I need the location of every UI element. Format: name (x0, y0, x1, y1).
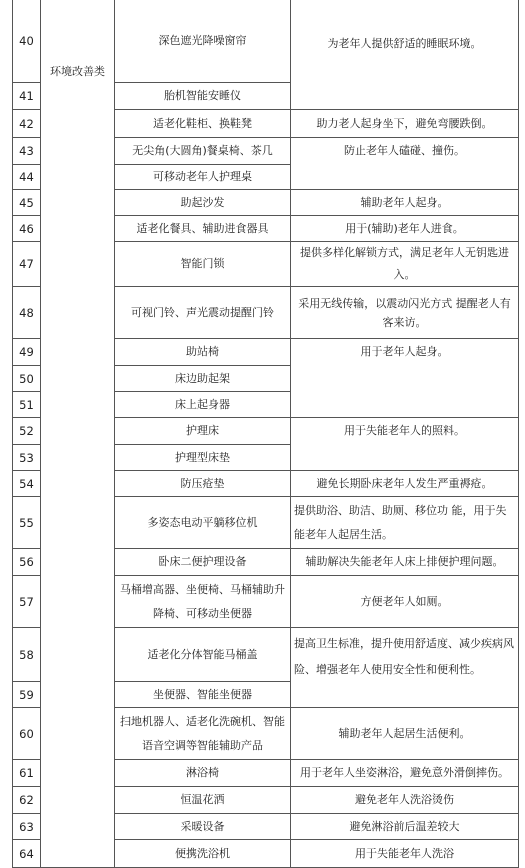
item-description: 避免老年人洗浴烫伤 (291, 787, 519, 814)
item-description: 辅助老年人起居生活便利。 (291, 708, 519, 760)
item-description: 用于失能老年人的照料。 (291, 418, 519, 471)
item-name: 无尖角(大圆角)餐桌椅、茶几 (115, 138, 291, 165)
row-number: 42 (13, 110, 41, 138)
item-name: 助站椅 (115, 339, 291, 366)
row-number: 59 (13, 682, 41, 708)
item-name: 扫地机器人、适老化洗碗机、智能语音空调等智能辅助产品 (115, 708, 291, 760)
item-name: 护理床 (115, 418, 291, 445)
row-number: 48 (13, 287, 41, 339)
row-number: 61 (13, 760, 41, 787)
item-description: 用于(辅助)老年人进食。 (291, 216, 519, 242)
row-number: 41 (13, 83, 41, 110)
item-description: 用于老年人坐姿淋浴，避免意外滑倒摔伤。 (291, 760, 519, 787)
item-name: 淋浴椅 (115, 760, 291, 787)
item-name: 深色遮光降噪窗帘 (115, 0, 291, 83)
row-number: 46 (13, 216, 41, 242)
item-description: 辅助老年人起身。 (291, 190, 519, 216)
row-number: 60 (13, 708, 41, 760)
item-name: 坐便器、智能坐便器 (115, 682, 291, 708)
item-name: 床边助起架 (115, 366, 291, 392)
item-description: 防止老年人磕碰、撞伤。 (291, 138, 519, 190)
row-number: 63 (13, 814, 41, 840)
item-description: 助力老人起身坐下，避免弯腰跌倒。 (291, 110, 519, 138)
row-number: 55 (13, 497, 41, 549)
row-number: 47 (13, 242, 41, 287)
subsidy-product-table (12, 0, 519, 868)
item-name: 适老化鞋柜、换鞋凳 (115, 110, 291, 138)
row-number: 62 (13, 787, 41, 814)
item-description: 提高卫生标准，提升使用舒适度、减少疾病风险、增强老年人使用安全性和便利性。 (291, 628, 519, 708)
row-number: 64 (13, 840, 41, 868)
item-description: 用于老年人起身。 (291, 339, 519, 418)
table-row (13, 0, 519, 83)
item-name: 适老化分体智能马桶盖 (115, 628, 291, 682)
item-name: 防压疮垫 (115, 471, 291, 497)
item-name: 助起沙发 (115, 190, 291, 216)
row-number: 49 (13, 339, 41, 366)
item-name: 护理型床垫 (115, 445, 291, 471)
row-number: 50 (13, 366, 41, 392)
row-number: 57 (13, 576, 41, 628)
item-name: 智能门锁 (115, 242, 291, 287)
item-name: 便携洗浴机 (115, 840, 291, 868)
item-name: 多姿态电动平躺移位机 (115, 497, 291, 549)
item-name: 床上起身器 (115, 392, 291, 418)
row-number: 54 (13, 471, 41, 497)
item-name: 可移动老年人护理桌 (115, 165, 291, 190)
item-description: 提供多样化解锁方式，满足老年人无钥匙进入。 (291, 242, 519, 287)
row-number: 56 (13, 549, 41, 576)
item-description: 提供助浴、助洁、助厕、移位功 能，用于失能老年人起居生活。 (291, 497, 519, 549)
item-name: 可视门铃、声光震动提醒门铃 (115, 287, 291, 339)
row-number: 44 (13, 165, 41, 190)
item-description: 辅助解决失能老年人床上排便护理问题。 (291, 549, 519, 576)
item-description: 避免长期卧床老年人发生严重褥疮。 (291, 471, 519, 497)
row-number: 43 (13, 138, 41, 165)
item-description: 方便老年人如厕。 (291, 576, 519, 628)
item-name: 采暖设备 (115, 814, 291, 840)
row-number: 51 (13, 392, 41, 418)
row-number: 52 (13, 418, 41, 445)
item-name: 马桶增高器、坐便椅、马桶辅助升降椅、可移动坐便器 (115, 576, 291, 628)
row-number: 45 (13, 190, 41, 216)
item-description: 为老年人提供舒适的睡眠环境。 (291, 0, 519, 110)
item-name: 适老化餐具、辅助进食器具 (115, 216, 291, 242)
item-name: 胎机智能安睡仪 (115, 83, 291, 110)
item-name: 恒温花洒 (115, 787, 291, 814)
item-description: 避免淋浴前后温差较大 (291, 814, 519, 840)
row-number: 53 (13, 445, 41, 471)
item-name: 卧床二便护理设备 (115, 549, 291, 576)
item-description: 用于失能老年人洗浴 (291, 840, 519, 868)
row-number: 58 (13, 628, 41, 682)
item-description: 采用无线传输，以震动闪光方式 提醒老人有客来访。 (291, 287, 519, 339)
category-cell: 环境改善类 (41, 0, 115, 868)
row-number: 40 (13, 0, 41, 83)
